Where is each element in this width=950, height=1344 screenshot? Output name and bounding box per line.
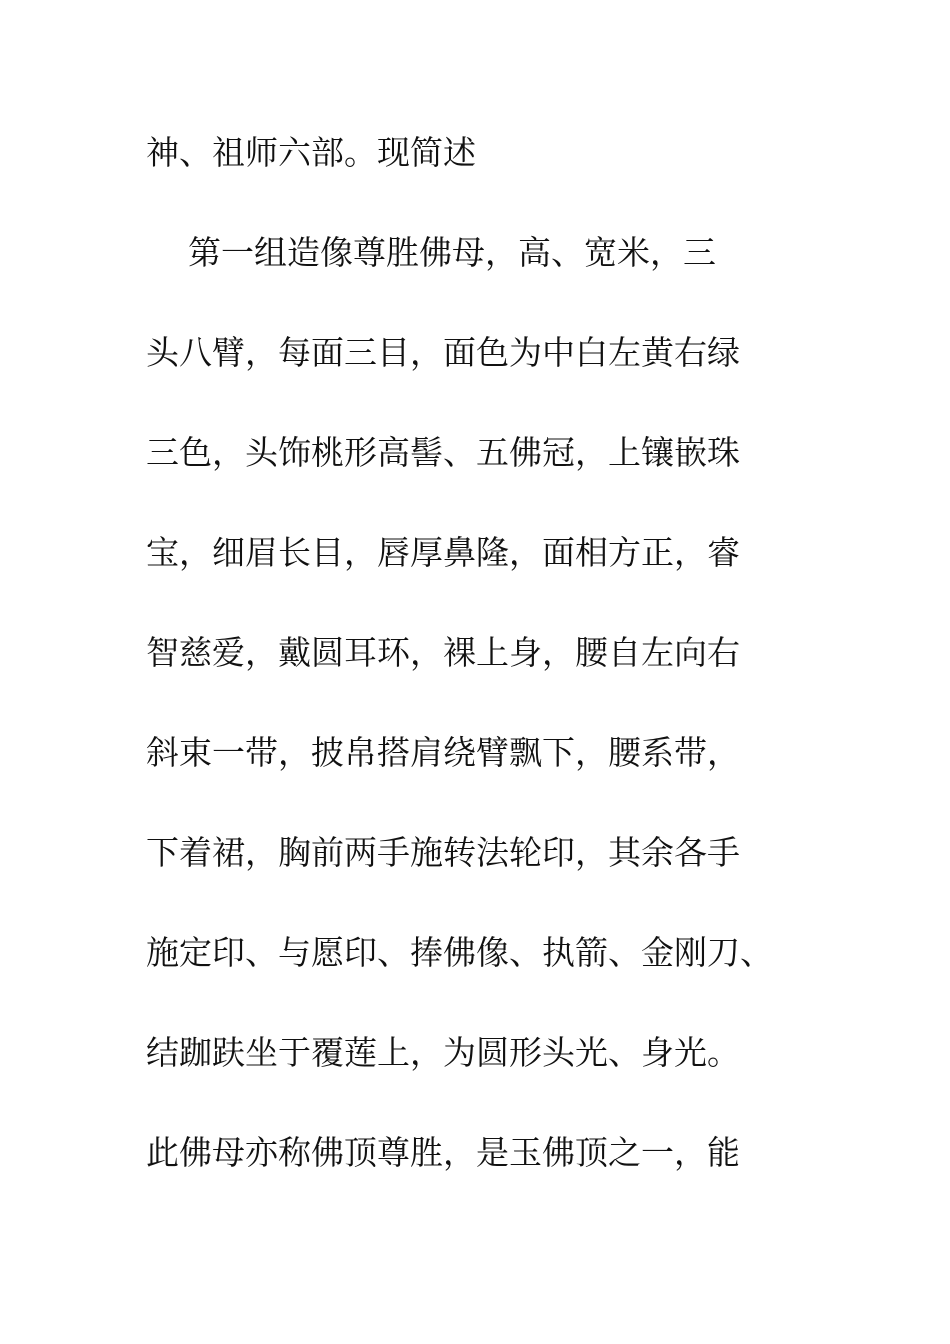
text-line-2: 第一组造像尊胜佛母，高、宽米，三 [146,233,716,272]
text-line-10: 结跏趺坐于覆莲上，为圆形头光、身光。 [146,1033,740,1072]
text-line-5: 宝，细眉长目，唇厚鼻隆，面相方正，睿 [146,533,740,572]
body-text [146,122,816,1222]
text-line-1: 神、祖师六部。现简述 [146,133,476,172]
text-line-6: 智慈爱，戴圆耳环，裸上身，腰自左向右 [146,633,740,672]
text-line-9: 施定印、与愿印、捧佛像、执箭、金刚刀、 [146,933,773,972]
text-line-3: 头八臂，每面三目，面色为中白左黄右绿 [146,333,740,372]
text-line-11: 此佛母亦称佛顶尊胜，是玉佛顶之一，能 [146,1133,740,1172]
text-line-7: 斜束一带，披帛搭肩绕臂飘下，腰系带， [146,733,740,772]
text-line-8: 下着裙，胸前两手施转法轮印，其余各手 [146,833,740,872]
text-line-4: 三色，头饰桃形高髻、五佛冠，上镶嵌珠 [146,433,740,472]
